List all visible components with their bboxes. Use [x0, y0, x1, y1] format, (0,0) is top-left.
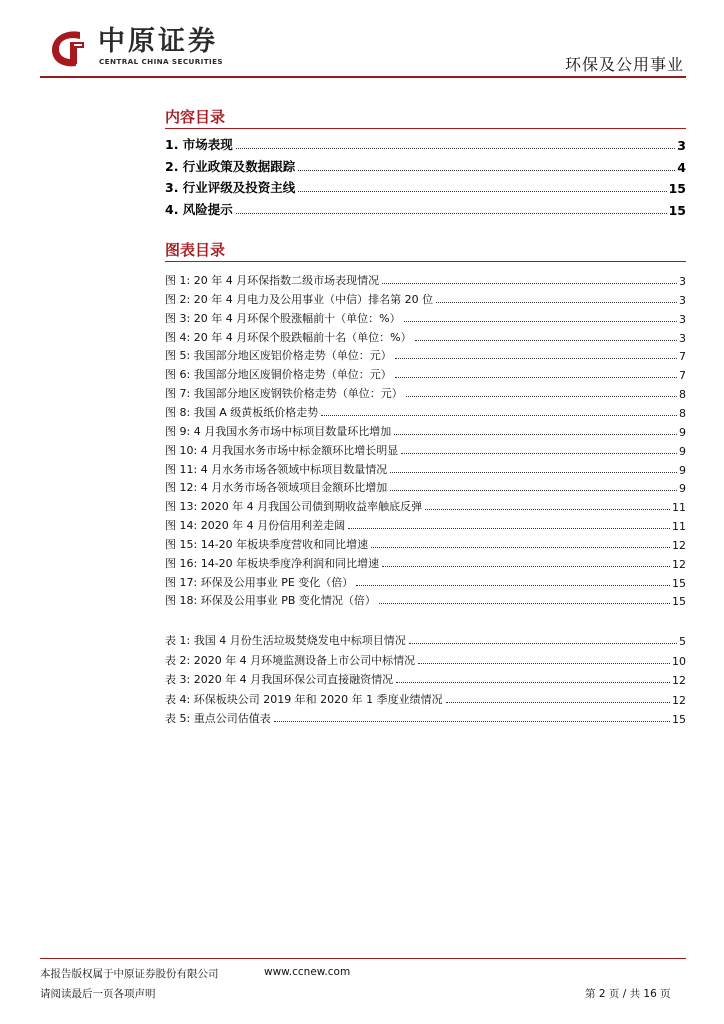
toc-entry[interactable]	[165, 572, 686, 590]
toc-entry[interactable]	[165, 135, 686, 153]
toc-entry-label: 图 17: 环保及公用事业 PE 变化（倍）	[165, 575, 354, 589]
toc-entry-page: 15	[672, 576, 686, 590]
toc-entry-label: 图 15: 14-20 年板块季度营收和同比增速	[165, 537, 369, 551]
toc-entry[interactable]	[165, 534, 686, 552]
toc-leader-dots	[379, 603, 670, 604]
toc-leader-dots	[321, 415, 677, 416]
toc-entry-page: 12	[672, 674, 686, 687]
toc-leader-dots	[390, 472, 677, 473]
toc-entry-page: 3	[679, 293, 686, 307]
toc-leader-dots	[446, 702, 670, 703]
toc-entry[interactable]	[165, 669, 686, 687]
toc-entry-page: 3	[679, 312, 686, 326]
toc-entry[interactable]	[165, 421, 686, 439]
toc-entry-page: 9	[679, 425, 686, 439]
toc-entry-page: 15	[668, 203, 686, 219]
toc-entry-label: 表 2: 2020 年 4 月环境监测设备上市公司中标情况	[165, 653, 416, 667]
toc-entry[interactable]	[165, 178, 686, 196]
toc-entry-label: 表 4: 环保板块公司 2019 年和 2020 年 1 季度业绩情况	[165, 692, 443, 706]
toc-entry[interactable]	[165, 270, 686, 288]
toc-leader-dots	[382, 283, 677, 284]
toc-entry-label: 图 12: 4 月水务市场各领域项目金额环比增加	[165, 481, 388, 495]
toc-entry-label: 3. 行业评级及投资主线	[165, 180, 296, 196]
contents-title: 内容目录	[165, 108, 226, 126]
toc-entry[interactable]	[165, 383, 686, 401]
toc-entry-label: 图 7: 我国部分地区废钢铁价格走势（单位：元）	[165, 387, 403, 401]
report-sector-title: 环保及公用事业	[564, 55, 684, 74]
toc-entry-page: 15	[672, 713, 686, 726]
toc-entry-label: 图 14: 2020 年 4 月份信用利差走阔	[165, 519, 346, 533]
toc-leader-dots	[436, 302, 677, 303]
toc-entry-page: 3	[679, 331, 686, 345]
toc-entry-label: 图 11: 4 月水务市场各领域中标项目数量情况	[165, 462, 388, 476]
toc-entry[interactable]	[165, 157, 686, 175]
toc-entry-page: 5	[679, 635, 686, 648]
toc-entry[interactable]	[165, 289, 686, 307]
toc-entry[interactable]	[165, 200, 686, 218]
logo-chinese-name: 中原证券	[98, 26, 218, 57]
toc-entry-page: 4	[677, 159, 686, 175]
toc-entry-label: 图 2: 20 年 4 月电力及公用事业（中信）排名第 20 位	[165, 292, 434, 306]
toc-entry[interactable]	[165, 459, 686, 477]
page-header	[0, 0, 724, 80]
toc-leader-dots	[298, 191, 666, 192]
toc-entry-page: 12	[672, 693, 686, 707]
toc-leader-dots	[236, 148, 675, 149]
toc-entry[interactable]	[165, 345, 686, 363]
contents-title-divider	[165, 128, 686, 129]
toc-entry-label: 表 3: 2020 年 4 月我国环保公司直接融资情况	[165, 673, 394, 686]
toc-entry[interactable]	[165, 590, 686, 608]
toc-leader-dots	[274, 721, 670, 722]
toc-entry[interactable]	[165, 630, 686, 648]
toc-entry[interactable]	[165, 553, 686, 571]
toc-entry-label: 图 6: 我国部分地区废铜价格走势（单位：元）	[165, 368, 392, 382]
toc-entry-label: 图 16: 14-20 年板块季度净利润和同比增速	[165, 556, 380, 570]
toc-entry-label: 图 8: 我国 A 级黄板纸价格走势	[165, 405, 319, 419]
toc-leader-dots	[409, 643, 677, 644]
toc-entry[interactable]	[165, 440, 686, 458]
toc-entry-label: 图 10: 4 月我国水务市场中标金额环比增长明显	[165, 443, 399, 457]
toc-entry-page: 11	[672, 520, 686, 534]
footer-copyright: 本报告版权属于中原证券股份有限公司	[40, 968, 219, 980]
toc-entry[interactable]	[165, 689, 686, 707]
figures-title: 图表目录	[165, 241, 226, 259]
toc-entry[interactable]	[165, 327, 686, 345]
footer-divider	[40, 958, 686, 959]
toc-leader-dots	[395, 377, 677, 378]
toc-leader-dots	[401, 453, 677, 454]
toc-entry-page: 7	[679, 350, 686, 364]
toc-entry-label: 图 4: 20 年 4 月环保个股跌幅前十名（单位：%）	[165, 330, 412, 344]
footer-disclaimer: 请阅读最后一页各项声明	[40, 988, 156, 1000]
toc-entry-page: 3	[679, 275, 686, 288]
footer-page-info: 第 2 页 / 共 16 页	[585, 988, 671, 1000]
toc-leader-dots	[425, 509, 670, 510]
toc-entry[interactable]	[165, 708, 686, 726]
toc-entry-page: 9	[679, 482, 686, 496]
toc-leader-dots	[298, 170, 675, 171]
toc-entry-page: 12	[672, 538, 686, 552]
toc-entry-label: 2. 行业政策及数据跟踪	[165, 158, 296, 174]
toc-entry-page: 15	[672, 595, 686, 609]
toc-entry-page: 10	[672, 654, 686, 668]
toc-leader-dots	[236, 213, 667, 214]
toc-entry-page: 3	[677, 138, 686, 153]
toc-leader-dots	[395, 358, 677, 359]
toc-entry-page: 15	[668, 181, 686, 197]
toc-entry-label: 表 1: 我国 4 月份生活垃圾焚烧发电中标项目情况	[165, 634, 406, 647]
company-logo	[46, 26, 246, 70]
logo-english-name: CENTRAL CHINA SECURITIES	[99, 57, 223, 66]
toc-entry-page: 11	[672, 501, 686, 515]
toc-entry-label: 图 1: 20 年 4 月环保指数二级市场表现情况	[165, 274, 380, 287]
toc-entry-page: 7	[679, 369, 686, 383]
toc-entry[interactable]	[165, 650, 686, 668]
toc-entry[interactable]	[165, 496, 686, 514]
figures-title-divider	[165, 261, 686, 262]
toc-entry-label: 图 18: 环保及公用事业 PB 变化情况（倍）	[165, 594, 376, 608]
toc-entry-label: 4. 风险提示	[165, 202, 233, 218]
toc-leader-dots	[382, 566, 670, 567]
toc-leader-dots	[348, 528, 670, 529]
toc-leader-dots	[406, 396, 677, 397]
toc-leader-dots	[394, 434, 677, 435]
toc-leader-dots	[356, 585, 670, 586]
header-divider	[40, 76, 686, 78]
company-logo-icon	[46, 26, 90, 70]
toc-entry-page: 9	[679, 463, 686, 477]
toc-leader-dots	[371, 547, 670, 548]
toc-entry-label: 图 3: 20 年 4 月环保个股涨幅前十（单位：%）	[165, 311, 401, 325]
toc-leader-dots	[415, 340, 677, 341]
toc-entry[interactable]	[165, 477, 686, 495]
toc-entry-page: 12	[672, 557, 686, 571]
toc-entry-label: 1. 市场表现	[165, 137, 233, 152]
toc-entry-page: 8	[679, 388, 686, 402]
toc-leader-dots	[404, 321, 677, 322]
toc-entry-label: 图 13: 2020 年 4 月我国公司债到期收益率触底反弹	[165, 500, 423, 514]
toc-leader-dots	[418, 663, 670, 664]
toc-entry-label: 表 5: 重点公司估值表	[165, 712, 271, 725]
toc-entry[interactable]	[165, 515, 686, 533]
toc-entry-page: 9	[679, 444, 686, 458]
toc-entry[interactable]	[165, 364, 686, 382]
toc-entry-label: 图 9: 4 月我国水务市场中标项目数量环比增加	[165, 424, 392, 438]
toc-entry-label: 图 5: 我国部分地区废铝价格走势（单位：元）	[165, 349, 392, 363]
footer-website: www.ccnew.com	[264, 966, 351, 978]
toc-leader-dots	[396, 682, 670, 683]
toc-entry[interactable]	[165, 402, 686, 420]
toc-entry-page: 8	[679, 406, 686, 420]
toc-entry[interactable]	[165, 308, 686, 326]
toc-leader-dots	[390, 490, 677, 491]
